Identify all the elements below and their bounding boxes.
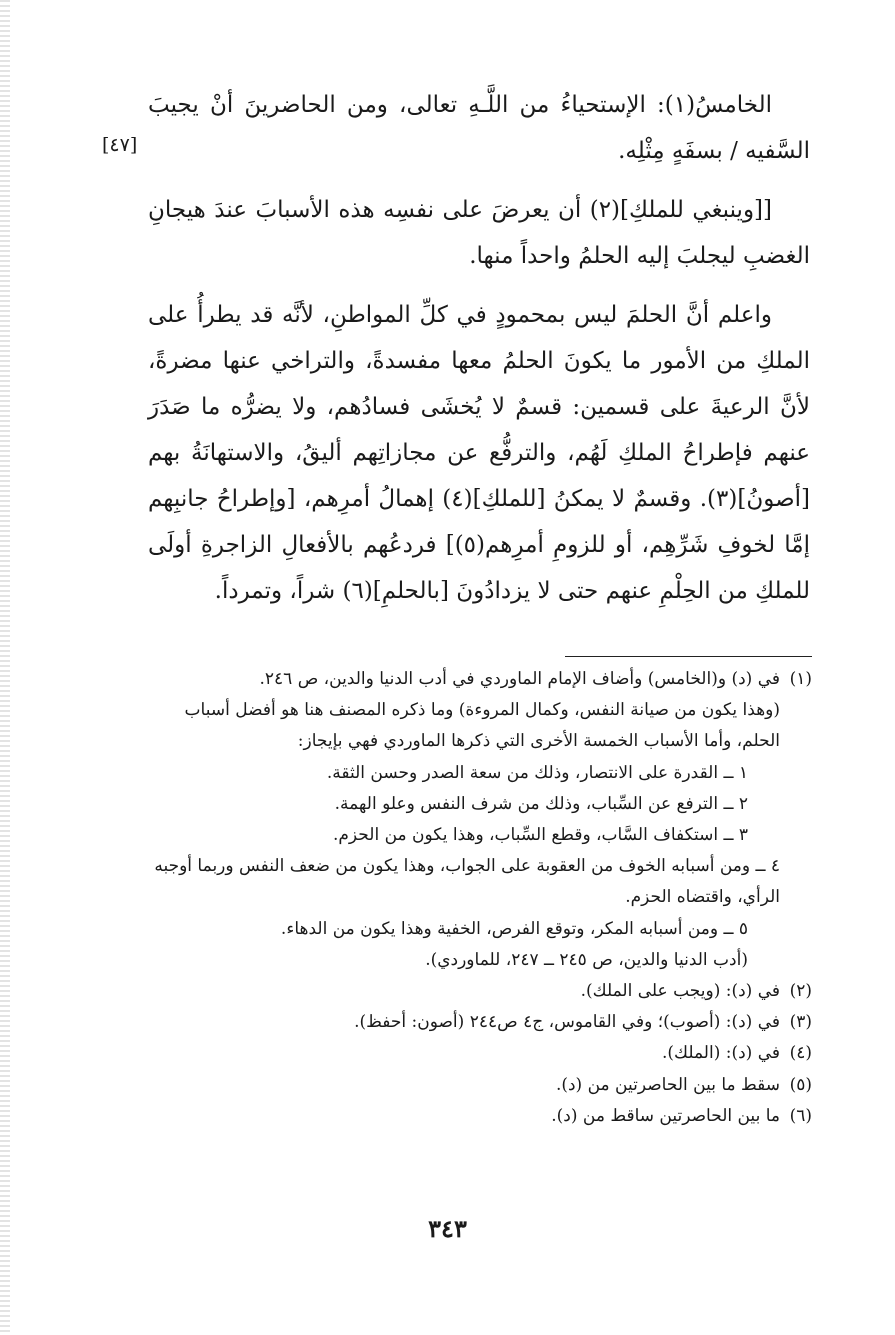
footnote-text: (وهذا يكون من صيانة النفس، وكمال المروءة) وما ذكره المصنف هنا هو أفضل أسباب bbox=[184, 700, 780, 721]
footnote-text: في (د): (أصوب)؛ وفي القاموس، ج٤ ص٢٤٤ (أصون: أحفظ). bbox=[354, 1012, 780, 1033]
footnote-list-item: ٥ ــ ومن أسبابه المكر، وتوقع الفرص، الخفية وهذا يكون من الدهاء. bbox=[280, 918, 748, 939]
page-number: ٣٤٣ bbox=[428, 1214, 467, 1243]
footnote-number: (٢) bbox=[789, 981, 812, 1002]
footnote-list-item: ٢ ــ الترفع عن السِّباب، وذلك من شرف النفس وعلو الهمة. bbox=[334, 793, 748, 814]
footnote-separator bbox=[565, 656, 812, 657]
paragraph-1: الخامسُ(١): الإستحياءُ من اللَّـهِ تعالى، ومن الحاضرينَ أنْ يجيبَ السَّفيه / بسفَهٍ مِثْلِه. bbox=[148, 92, 810, 164]
footnote-6 bbox=[148, 1101, 812, 1132]
footnote-1 bbox=[148, 664, 812, 976]
footnote-number: (٣) bbox=[789, 1012, 812, 1033]
footnote-list-item: ١ ــ القدرة على الانتصار، وذلك من سعة الصدر وحسن الثقة. bbox=[326, 762, 748, 783]
footnote-number: (٥) bbox=[789, 1074, 812, 1095]
footnote-5 bbox=[148, 1070, 812, 1101]
footnote-number: (١) bbox=[789, 669, 812, 689]
footnote-text: ما بين الحاصرتين ساقط من (د). bbox=[551, 1105, 780, 1126]
footnote-number: (٤) bbox=[789, 1043, 812, 1064]
footnote-body bbox=[148, 664, 780, 976]
page-edge-shadow bbox=[0, 0, 10, 1335]
footnote-number: (٦) bbox=[789, 1105, 812, 1126]
footnote-text: في (د): (الملك). bbox=[661, 1043, 780, 1064]
footnote-text: الحلم، وأما الأسباب الخمسة الأخرى التي ذكرها الماوردي فهي بإيجاز: bbox=[297, 731, 780, 752]
footnote-text: في (د) و(الخامس) وأضاف الإمام الماوردي في أدب الدنيا والدين، ص ٢٤٦. bbox=[259, 669, 780, 689]
footnote-2 bbox=[148, 976, 812, 1007]
footnote-list-item: ٣ ــ استكفاف السَّاب، وقطع السِّباب، وهذا يكون من الحزم. bbox=[333, 825, 748, 846]
paragraph-3: واعلم أنَّ الحلمَ ليس بمحمودٍ في كلِّ المواطنِ، لأنَّه قد يطرأُ على الملكِ من الأمور ما يكونَ الحلمُ معها مفسدةً، والتراخي عنها مضرةً، لأنَّ الرعيةَ على قسمين: قسمٌ لا يُخشَى فسادُهم، ولا يضرُّه ما صَدَرَ عنهم فإطراحُ الملكِ لَهُم، والترفُّع عن مجازاتِهم أليقُ، والاستهانَةُ بهم [أصونُ](٣). وقسمٌ لا يمكنُ [للملكِ](٤) إهمالُ أمرِهم، [وإطراحُ جانبِهم إمَّا لخوفِ شَرِّهِم، أو للزومِ أمرِهم(٥)] فردعُهم بالأفعالِ الزاجرةِ أولَى للملكِ من الحِلْمِ عنهم حتى لا يزدادُونَ [بالحلمِ](٦) شراً، وتمرداً. bbox=[148, 302, 811, 604]
footnote-source: (أدب الدنيا والدين، ص ٢٤٥ ــ ٢٤٧، للماوردي). bbox=[425, 949, 748, 970]
footnote-list-item: ٤ ــ ومن أسبابه الخوف من العقوبة على الجواب، وهذا يكون من ضعف النفس وربما أوجبه الرأي، واقتضاه الحزم. bbox=[154, 856, 780, 908]
paragraph-2: [[وينبغي للملكِ](٢) أن يعرضَ على نفسِه هذه الأسبابَ عندَ هيجانِ الغضبِ ليجلبَ إليه الحلمُ واحداً منها. bbox=[148, 197, 810, 269]
main-text bbox=[148, 82, 810, 627]
footnote-text: في (د): (ويجب على الملك). bbox=[580, 981, 780, 1002]
footnotes bbox=[148, 664, 812, 1132]
footnote-text: سقط ما بين الحاصرتين من (د). bbox=[555, 1074, 780, 1095]
footnote-4 bbox=[148, 1038, 812, 1069]
margin-page-marker: [٤٧] bbox=[102, 134, 138, 156]
footnote-3 bbox=[148, 1007, 812, 1038]
